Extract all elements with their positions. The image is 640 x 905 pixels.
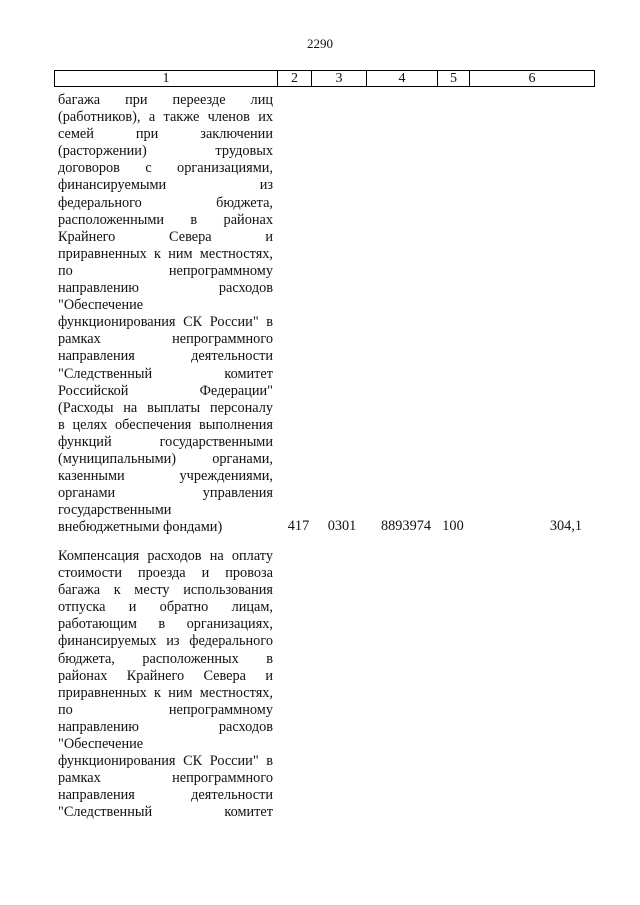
row-2-line: работающим в организациях, [58,616,273,633]
row-1-line: "Обеспечение [58,297,144,314]
row-1-line: Крайнего Севера и [58,228,273,245]
row-2-line: рамках непрограммного [58,770,273,787]
header-row [55,71,595,87]
row-1-line: финансируемыми из [58,177,273,194]
column-header-3: 3 [312,71,367,87]
row-1-line: функционирования СК России" в [58,314,273,331]
row-2-line: "Обеспечение [58,736,144,753]
row-1-amount: 304,1 [549,518,582,534]
row-1-line: внебюджетными фондами) [58,519,223,536]
row-2-line: приравненных к ним местностях, [58,684,273,701]
row-1-line: "Следственный комитет [58,365,273,382]
row-1-line: Российской Федерации" [58,382,273,399]
column-header-4: 4 [367,71,438,87]
row-1-line: направления деятельности [58,348,273,365]
row-1-line: по непрограммному [58,262,273,279]
row-2-line: багажа к месту использования [58,582,273,599]
row-1-description [58,92,273,536]
row-1-line: (работников), а также членов их [58,109,273,126]
row-1-line: приравненных к ним местностях, [58,245,273,262]
row-2-line: стоимости проезда и провоза [58,565,273,582]
column-header-2: 2 [278,71,312,87]
row-2-description [58,548,273,822]
row-1-line: расположенными в районах [58,211,273,228]
row-1-line: (Расходы на выплаты персоналу [58,399,273,416]
row-1-line: органами управления [58,485,273,502]
column-header-6: 6 [470,71,595,87]
row-2-line: направления деятельности [58,787,273,804]
page-number: 2290 [307,36,333,51]
row-2-line: по непрограммному [58,701,273,718]
row-2-line: бюджета, расположенных в [58,650,273,667]
row-1-line: государственными [58,502,172,519]
row-1-line: функций государственными [58,433,273,450]
row-1-line: багажа при переезде лиц [58,92,273,108]
row-2-line: функционирования СК России" в [58,753,273,770]
row-1-line: федерального бюджета, [58,194,273,211]
row-2-line: направлению расходов [58,718,273,735]
row-2-line: финансируемых из федерального [58,633,273,650]
column-header-5: 5 [438,71,470,87]
row-2-line: районах Крайнего Севера и [58,667,273,684]
row-1-line: направлению расходов [58,280,273,297]
row-2-line: "Следственный комитет [58,804,273,821]
row-1-expense-type: 100 [442,518,464,534]
row-1-line: (муниципальными) органами, [58,450,273,467]
row-2-line: отпуска и обратно лицам, [58,599,273,616]
row-1-line: рамках непрограммного [58,331,273,348]
row-1-line: в целях обеспечения выполнения [58,416,273,433]
row-1-line: (расторжении) трудовых [58,143,273,160]
row-1-section-code: 0301 [327,518,357,534]
row-1-line: казенными учреждениями, [58,468,273,485]
column-header-table [54,70,595,87]
column-header-1: 1 [55,71,278,87]
row-1-target-article: 8893974 [380,518,432,534]
row-1-line: семей при заключении [58,126,273,143]
row-2-line: Компенсация расходов на оплату [58,548,273,564]
row-1-ministry-code: 417 [287,518,310,534]
row-1-line: договоров с организациями, [58,160,273,177]
